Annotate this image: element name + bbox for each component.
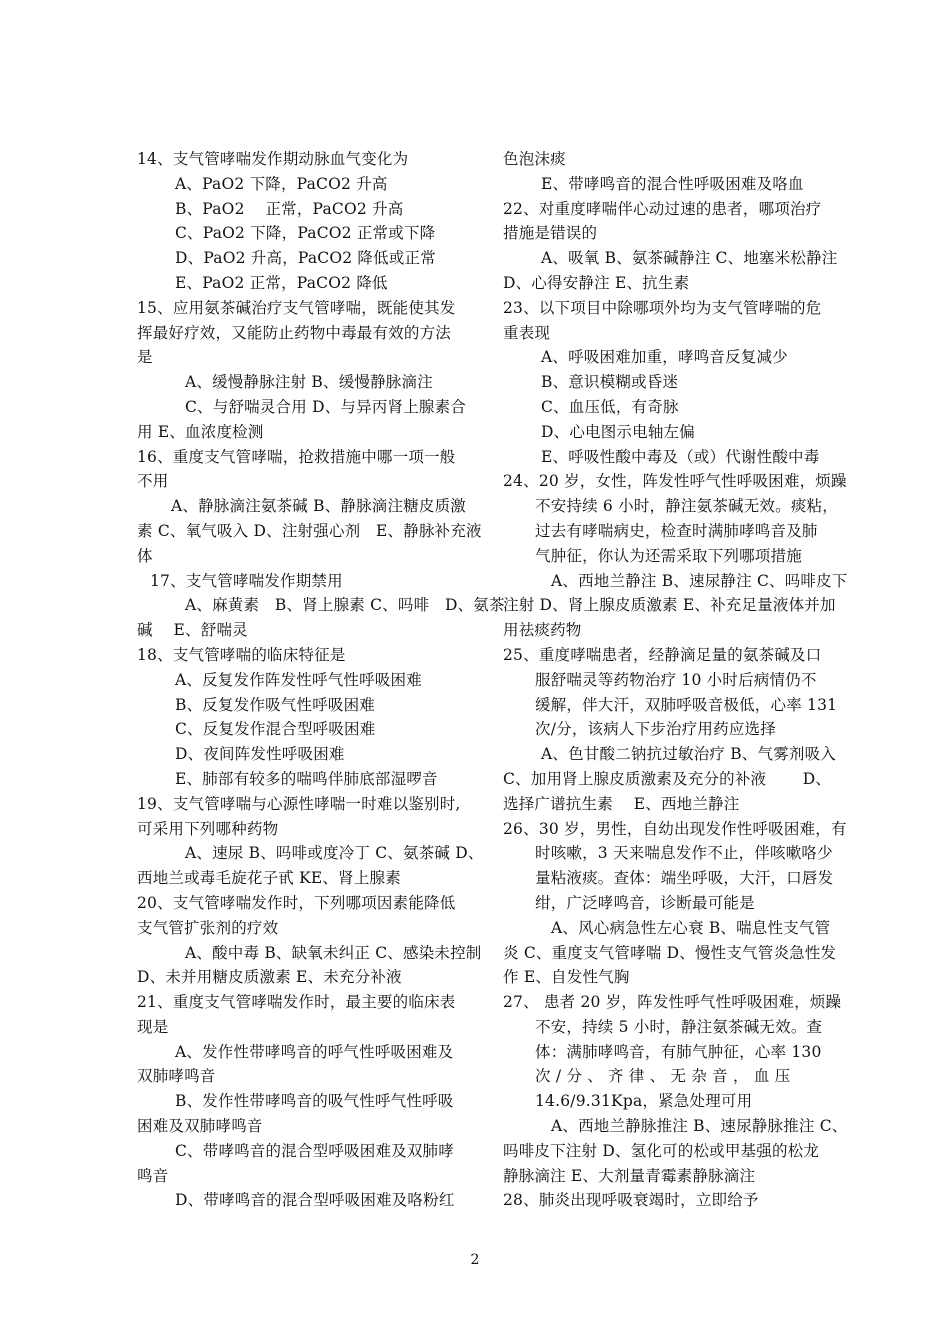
text-line: 次 / 分 、 齐 律 、 无 杂 音 ， 血 压	[535, 1067, 791, 1086]
text-line: 19、支气管哮喘与心源性哮喘一时难以鉴别时,	[137, 794, 461, 813]
text-line: 选择广谱抗生素 E、西地兰静注	[503, 794, 740, 813]
text-line: 是	[137, 348, 153, 367]
text-line: A、反复发作阵发性呼气性呼吸困难	[175, 670, 422, 689]
left-text-column	[137, 147, 505, 1213]
text-line: 次/分，该病人下步治疗用药应选择	[535, 720, 776, 739]
text-line: C、反复发作混合型呼吸困难	[175, 720, 376, 739]
text-line: 20、支气管哮喘发作时，下列哪项因素能降低	[137, 893, 456, 912]
text-line: E、肺部有较多的喘鸣伴肺底部湿啰音	[175, 769, 438, 788]
text-line: 体：满肺哮鸣音，有肺气肿征，心率 130	[535, 1042, 822, 1061]
text-line: 28、肺炎出现呼吸衰竭时，立即给予	[503, 1191, 759, 1210]
text-line: D、心电图示电轴左偏	[541, 422, 695, 441]
text-line: 静脉滴注 E、大剂量青霉素静脉滴注	[503, 1166, 756, 1185]
text-line: C、带哮鸣音的混合型呼吸困难及双肺哮	[175, 1141, 454, 1160]
text-line: D、未并用糖皮质激素 E、未充分补液	[137, 968, 402, 987]
text-line: 绀，广泛哮鸣音，诊断最可能是	[535, 893, 755, 912]
text-line: 15、应用氨茶碱治疗支气管哮喘，既能使其发	[137, 298, 456, 317]
page-number: 2	[470, 1252, 480, 1268]
text-line: 24、20 岁，女性，阵发性呼气性呼吸困难，烦躁	[503, 472, 847, 491]
text-line: A、酸中毒 B、缺氧未纠正 C、感染未控制	[185, 943, 482, 962]
text-line: 不用	[137, 472, 169, 491]
text-line: A、麻黄素 B、肾上腺素 C、吗啡 D、氨茶	[185, 596, 505, 615]
text-line: 双肺哮鸣音	[137, 1067, 216, 1086]
text-line: 25、重度哮喘患者，经静滴足量的氨茶碱及口	[503, 645, 822, 664]
text-line: 不安持续 6 小时，静注氨茶碱无效。痰粘，	[535, 497, 838, 516]
text-line: 服舒喘灵等药物治疗 10 小时后病情仍不	[535, 670, 817, 689]
text-line: 过去有哮喘病史，检查时满肺哮鸣音及肺	[535, 521, 818, 540]
text-line: C、加用肾上腺皮质激素及充分的补液 D、	[503, 769, 832, 788]
text-line: 27、 患者 20 岁，阵发性呼气性呼吸困难，烦躁	[503, 993, 842, 1012]
text-line: 挥最好疗效，又能防止药物中毒最有效的方法	[137, 323, 452, 342]
text-line: 现是	[137, 1017, 169, 1036]
text-line: D、带哮鸣音的混合型呼吸困难及咯粉红	[175, 1191, 455, 1210]
text-line: B、反复发作吸气性呼吸困难	[175, 695, 375, 714]
text-line: A、PaO2 下降，PaCO2 升高	[175, 174, 388, 193]
text-line: 22、对重度哮喘伴心动过速的患者，哪项治疗	[503, 199, 822, 218]
right-text-column	[503, 147, 848, 1213]
text-line: 不安，持续 5 小时，静注氨茶碱无效。查	[535, 1017, 823, 1036]
text-line: 气肿征，你认为还需采取下列哪项措施	[535, 546, 802, 565]
text-line: 时咳嗽，3 天来喘息发作不止，伴咳嗽咯少	[535, 844, 833, 863]
text-line: E、带哮鸣音的混合性呼吸困难及咯血	[541, 174, 804, 193]
text-line: 14.6/9.31Kpa，紧急处理可用	[535, 1092, 753, 1111]
text-line: A、吸氧 B、氨茶碱静注 C、地塞米松静注	[541, 249, 838, 268]
text-line: D、夜间阵发性呼吸困难	[175, 745, 345, 764]
text-line: B、发作性带哮鸣音的吸气性呼气性呼吸	[175, 1092, 454, 1111]
text-line: A、西地兰静注 B、速尿静注 C、吗啡皮下	[551, 571, 848, 590]
text-line: A、速尿 B、吗啡或度冷丁 C、氨茶碱 D、	[185, 844, 484, 863]
text-line: 注射 D、肾上腺皮质激素 E、补充足量液体并加	[503, 596, 836, 615]
text-line: A、色甘酸二钠抗过敏治疗 B、气雾剂吸入	[541, 745, 837, 764]
text-line: C、与舒喘灵合用 D、与异丙肾上腺素合	[185, 397, 467, 416]
text-line: 碱 E、舒喘灵	[137, 621, 248, 640]
text-line: 体	[137, 546, 153, 565]
text-line: A、静脉滴注氨茶碱 B、静脉滴注糖皮质激	[171, 497, 467, 516]
text-line: 炎 C、重度支气管哮喘 D、慢性支气管炎急性发	[503, 943, 837, 962]
text-line: 吗啡皮下注射 D、氢化可的松或甲基强的松龙	[503, 1141, 820, 1160]
text-line: 重表现	[503, 323, 551, 342]
text-line: 困难及双肺哮鸣音	[137, 1117, 263, 1136]
text-line: C、血压低，有奇脉	[541, 397, 679, 416]
text-line: C、PaO2 下降，PaCO2 正常或下降	[175, 224, 436, 243]
text-line: 17、支气管哮喘发作期禁用	[150, 571, 343, 590]
text-line: A、呼吸困难加重，哮鸣音反复减少	[541, 348, 788, 367]
text-line: 措施是错误的	[503, 224, 598, 243]
text-line: 用祛痰药物	[503, 621, 582, 640]
text-line: A、风心病急性左心衰 B、喘息性支气管	[551, 918, 831, 937]
text-line: A、西地兰静脉推注 B、速尿静脉推注 C、	[551, 1117, 848, 1136]
text-line: 作 E、自发性气胸	[503, 968, 630, 987]
text-line: 西地兰或毒毛旋花子甙 KE、肾上腺素	[137, 869, 401, 888]
text-line: B、意识模糊或昏迷	[541, 373, 679, 392]
text-line: 缓解，伴大汗，双肺呼吸音极低，心率 131	[535, 695, 838, 714]
text-line: 26、30 岁，男性，自幼出现发作性呼吸困难，有	[503, 819, 847, 838]
text-line: 素 C、氧气吸入 D、注射强心剂 E、静脉补充液	[137, 521, 482, 540]
text-line: B、PaO2 正常，PaCO2 升高	[175, 199, 404, 218]
text-line: 用 E、血浓度检测	[137, 422, 264, 441]
text-line: 量粘液痰。查体：端坐呼吸，大汗，口唇发	[535, 869, 834, 888]
text-line: A、缓慢静脉注射 B、缓慢静脉滴注	[185, 373, 433, 392]
text-line: 色泡沫痰	[503, 150, 566, 168]
text-line: E、呼吸性酸中毒及（或）代谢性酸中毒	[541, 447, 820, 466]
text-line: E、PaO2 正常，PaCO2 降低	[175, 273, 388, 292]
text-line: 23、以下项目中除哪项外均为支气管哮喘的危	[503, 298, 822, 317]
text-line: D、PaO2 升高，PaCO2 降低或正常	[175, 249, 436, 268]
text-line: 鸣音	[137, 1166, 169, 1185]
text-line: 16、重度支气管哮喘，抢救措施中哪一项一般	[137, 447, 456, 466]
text-line: A、发作性带哮鸣音的呼气性呼吸困难及	[175, 1042, 454, 1061]
text-line: D、心得安静注 E、抗生素	[503, 273, 690, 292]
text-line: 14、支气管哮喘发作期动脉血气变化为	[137, 150, 409, 168]
text-line: 支气管扩张剂的疗效	[137, 918, 279, 937]
text-line: 21、重度支气管哮喘发作时，最主要的临床表	[137, 993, 456, 1012]
text-line: 18、支气管哮喘的临床特征是	[137, 645, 346, 664]
text-line: 可采用下列哪种药物	[137, 819, 279, 838]
